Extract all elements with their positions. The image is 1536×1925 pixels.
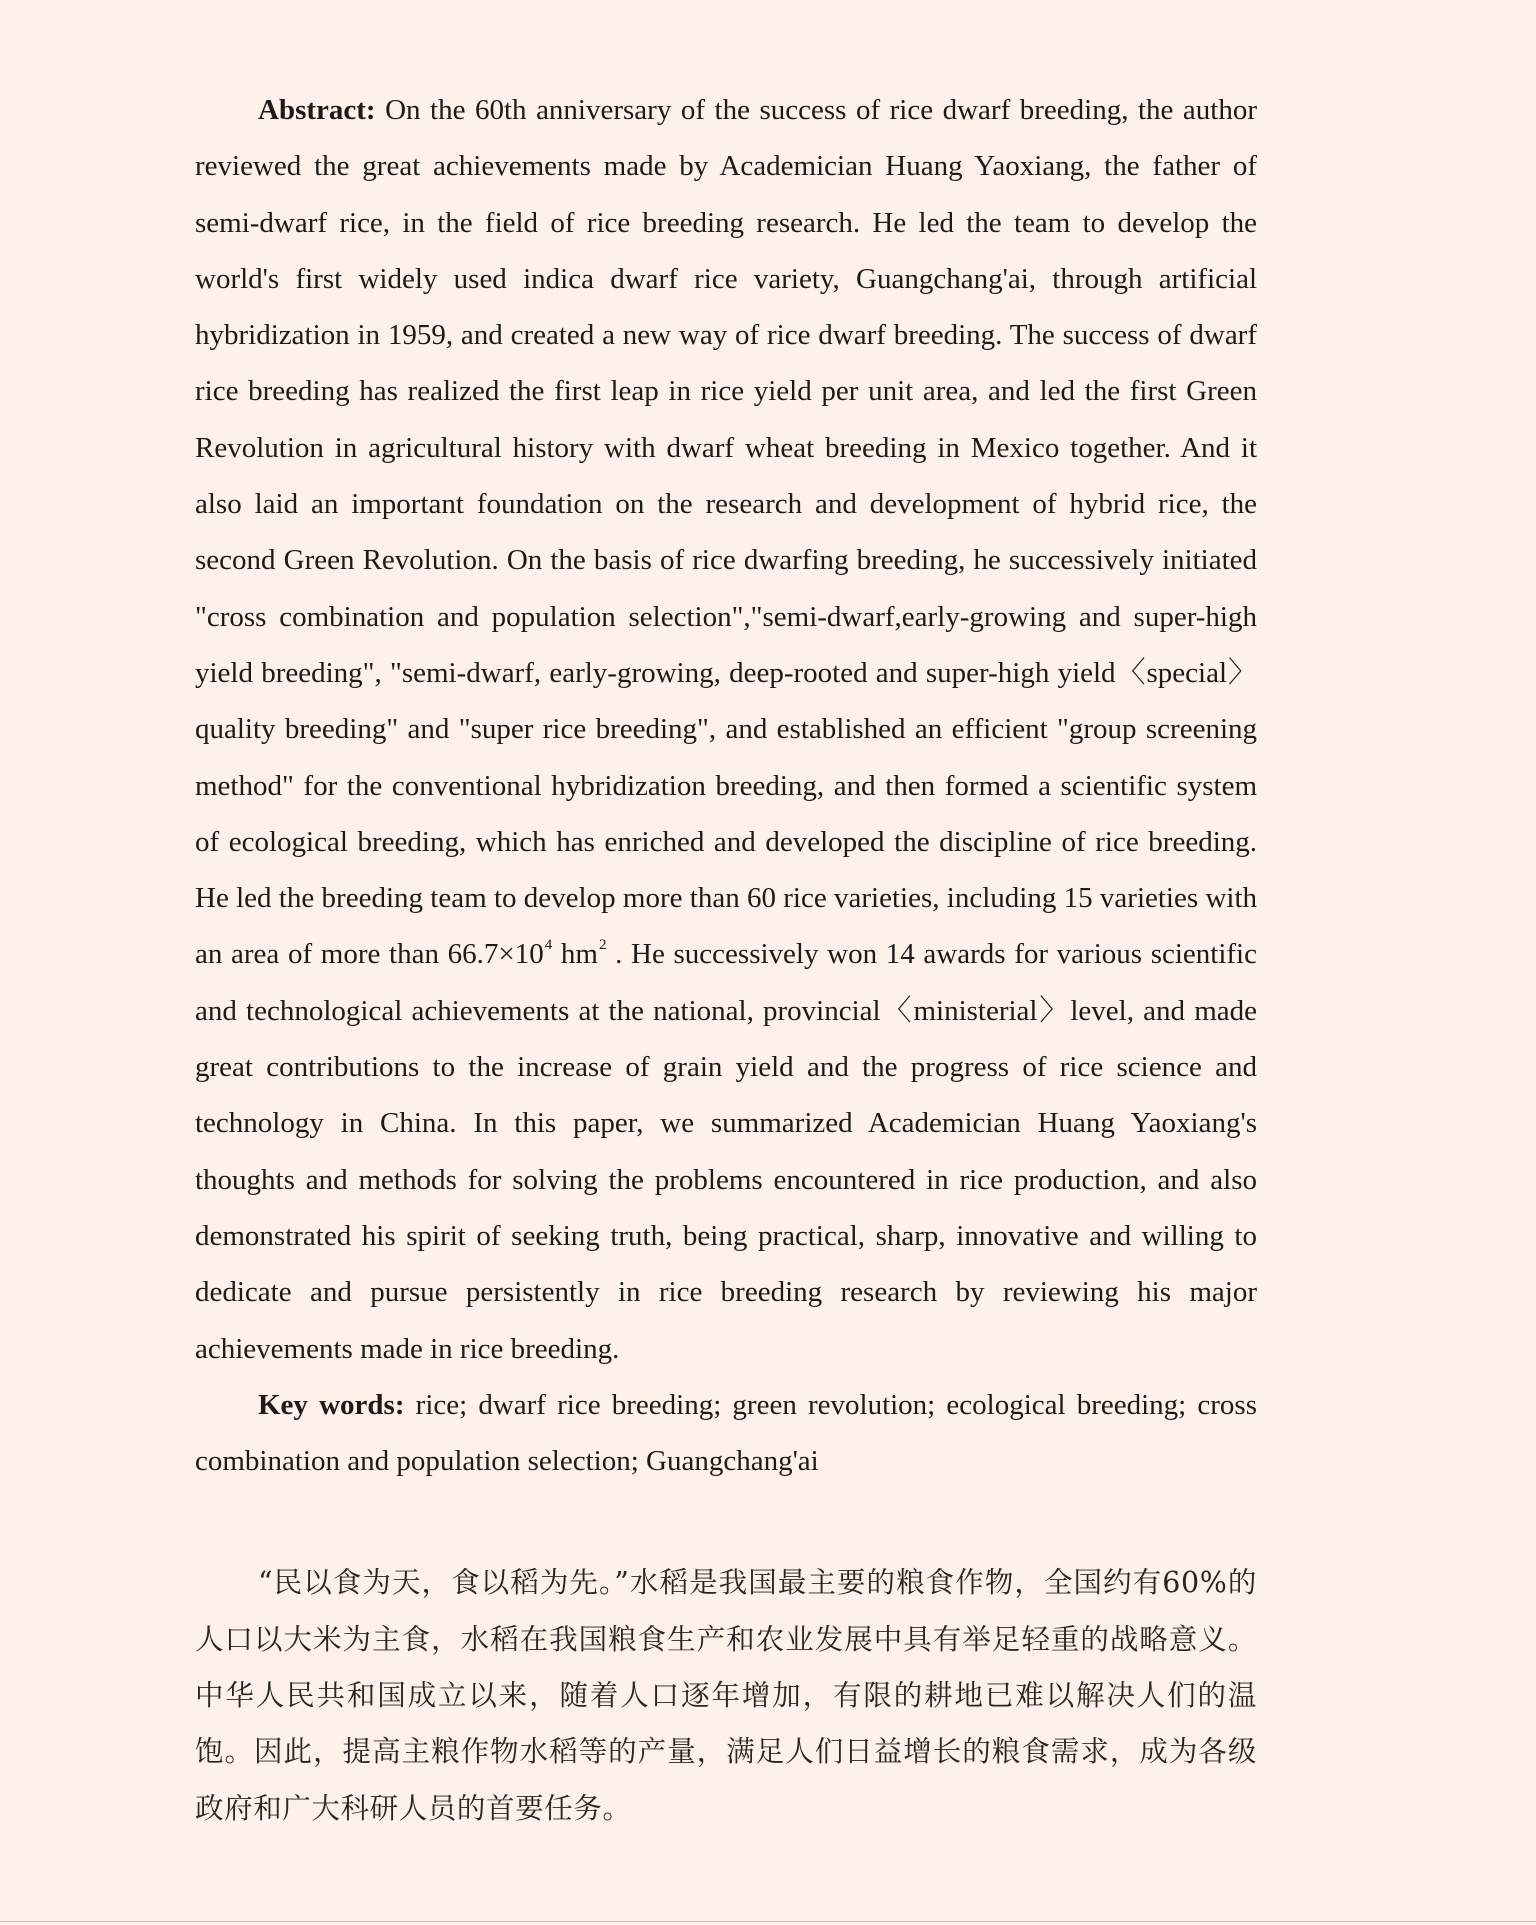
keywords-paragraph <box>195 1377 1257 1490</box>
chinese-body-paragraph: “民以食为天，食以稻为先。”水稻是我国最主要的粮食作物，全国约有60%的人口以大米为主食，水稻在我国粮食生产和农业发展中具有举足轻重的战略意义。中华人民共和国成立以来，随着人口逐年增加，有限的耕地已难以解决人们的温饱。因此，提高主粮作物水稻等的产量，满足人们日益增长的粮食需求，成为各级政府和广大科研人员的首要任务。 <box>195 1566 1257 1825</box>
keywords-label: Key words: <box>258 1388 405 1421</box>
page-bottom-divider <box>0 1921 1536 1922</box>
area-unit: hm <box>560 938 598 971</box>
area-exponent: 4 <box>544 937 553 954</box>
area-unit-exponent: 2 <box>598 937 607 954</box>
abstract-text-part-1: On the 60th anniversary of the success of rice dwarf breeding, the author reviewed the great achievements made by Academician Huang Yaoxiang, the father of semi-dwarf rice, in the field of rice breeding research. He led the team to develop the world's first widely used indica dwarf rice variety, Guangchang'ai, through artificial hybridization in 1959, and created a new way of rice dwarf breeding. The success of dwarf rice breeding has realized the first leap in rice yield per unit area, and led the first Green Revolution in agricultural history with dwarf wheat breeding in Mexico together. And it also laid an important foundation on the research and development of hybrid rice, the second Green Revolution. On the basis of rice dwarfing breeding, he successively initiated "cross combination and population selection","semi-dwarf,early-growing and super-high yield breeding", "semi-dwarf, early-growing, deep-rooted and super-high yield〈special〉quality breeding" and "super rice breeding", and established an efficient "group screening method" for the conventional hybridization breeding, and then formed a scientific system of ecological breeding, which has enriched and developed the discipline of rice breeding. He led the breeding team to develop more than 60 rice varieties, including 15 varieties with an area of more than <box>195 94 1257 971</box>
area-value: 66.7×10 <box>447 938 544 971</box>
keywords-text: rice; dwarf rice breeding; green revolution; ecological breeding; cross combination and population selection; Guangchang'ai <box>195 1388 1258 1478</box>
paper-page <box>195 82 1257 1837</box>
abstract-text-part-2: . He successively won 14 awards for various scientific and technological achievements at the national, provincial〈ministerial〉level, and made great contributions to the increase of grain yield and the progress of rice science and technology in China. In this paper, we summarized Academician Huang Yaoxiang's thoughts and methods for solving the problems encountered in rice production, and also demonstrated his spirit of seeking truth, being practical, sharp, innovative and willing to dedicate and pursue persistently in rice breeding research by reviewing his major achievements made in rice breeding. <box>195 938 1257 1365</box>
abstract-label: Abstract: <box>258 94 376 126</box>
abstract-paragraph <box>195 82 1257 1377</box>
